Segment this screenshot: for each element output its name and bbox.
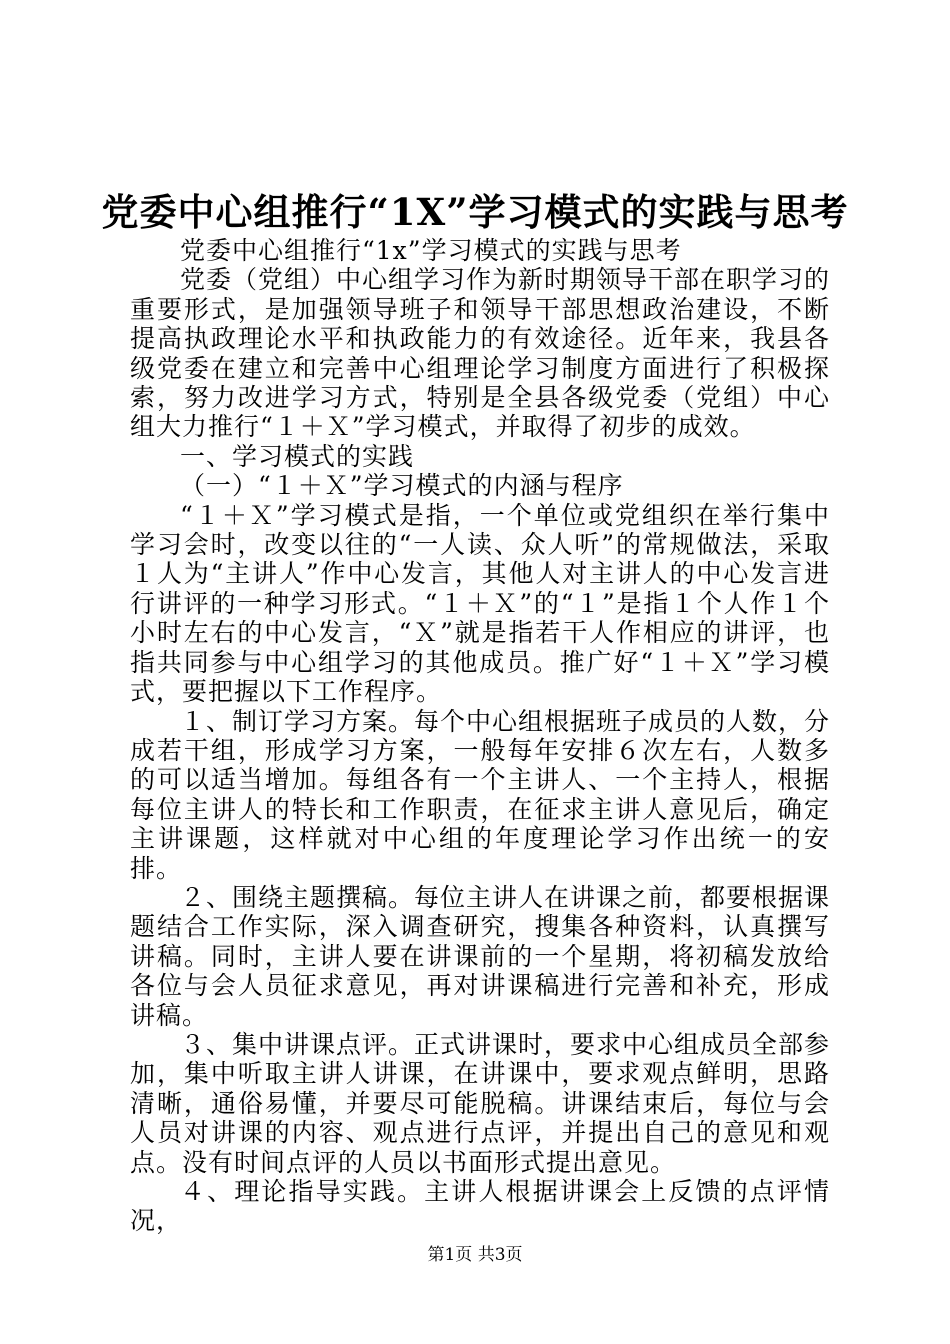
subsection-heading: （一）“１＋Ｘ”学习模式的内涵与程序	[180, 471, 624, 501]
paragraph-subtitle: 党委中心组推行“1x”学习模式的实践与思考	[180, 236, 682, 265]
paragraph-step-4: ４、理论指导实践。主讲人根据讲课会上反馈的点评情况，	[130, 1177, 830, 1236]
document-title: 党委中心组推行“1X”学习模式的实践与思考	[101, 190, 849, 234]
paragraph-definition: “１＋Ｘ”学习模式是指，一个单位或党组织在举行集中学习会时，改变以往的“一人读、众人听”的常规做法，采取１人为“主讲人”作中心发言，其他人对主讲人的中心发言进行讲评的一种学习形式。“１＋Ｘ”的“１”是指１个人作１个小时左右的中心发言，“Ｘ”就是指若干人作相应的讲评，也指共同参与中心组学习的其他成员。推广好“１＋Ｘ”学习模式，要把握以下工作程序。	[130, 500, 830, 707]
document-body	[130, 236, 830, 1236]
section-heading: 一、学习模式的实践	[180, 441, 415, 471]
page-footer: 第1页 共3页	[427, 1245, 523, 1265]
paragraph-intro: 党委（党组）中心组学习作为新时期领导干部在职学习的重要形式，是加强领导班子和领导干部思想政治建设，不断提高执政理论水平和执政能力的有效途径。近年来，我县各级党委在建立和完善中心组理论学习制度方面进行了积极探索，努力改进学习方式，特别是全县各级党委（党组）中心组大力推行“１＋Ｘ”学习模式，并取得了初步的成效。	[130, 265, 831, 442]
paragraph-step-2: ２、围绕主题撰稿。每位主讲人在讲课之前，都要根据课题结合工作实际，深入调查研究，搜集各种资料，认真撰写讲稿。同时，主讲人要在讲课前的一个星期，将初稿发放给各位与会人员征求意见，再对讲课稿进行完善和补充，形成讲稿。	[130, 882, 831, 1030]
paragraph-step-3: ３、集中讲课点评。正式讲课时，要求中心组成员全部参加，集中听取主讲人讲课，在讲课中，要求观点鲜明，思路清晰，通俗易懂，并要尽可能脱稿。讲课结束后，每位与会人员对讲课的内容、观点进行点评，并提出自己的意见和观点。没有时间点评的人员以书面形式提出意见。	[130, 1029, 831, 1177]
paragraph-step-1: １、制订学习方案。每个中心组根据班子成员的人数，分成若干组，形成学习方案，一般每年安排６次左右，人数多的可以适当增加。每组各有一个主讲人、一个主持人，根据每位主讲人的特长和工作职责，在征求主讲人意见后，确定主讲课题，这样就对中心组的年度理论学习作出统一的安排。	[130, 706, 831, 883]
